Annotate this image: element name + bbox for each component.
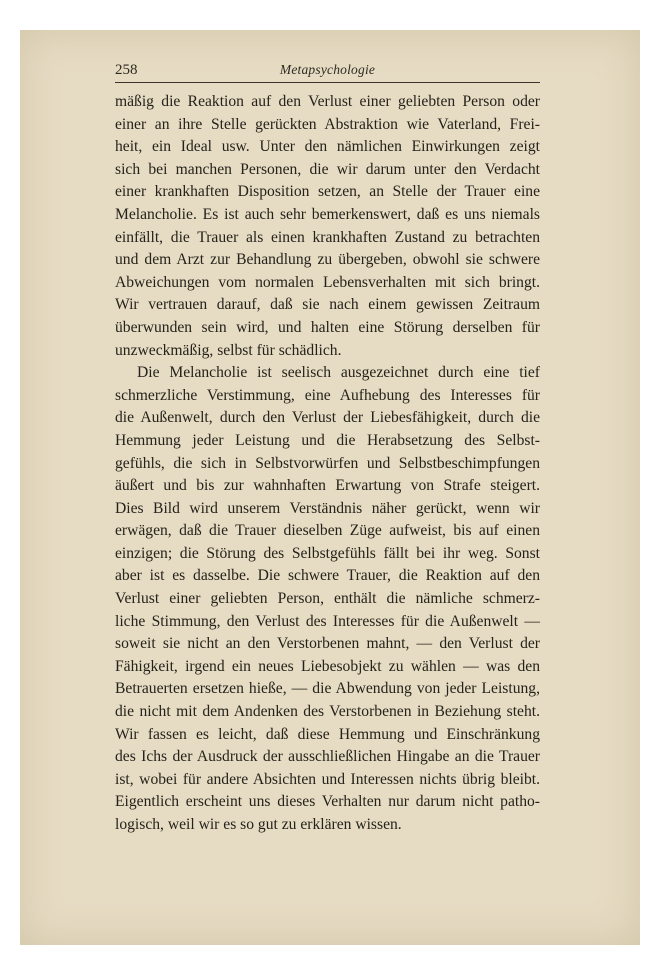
text-line: mäßig die Reaktion auf den Verlust einer geliebten Person oder xyxy=(115,93,540,110)
text-line: liche Stimmung, den Verlust des Interesses für die Außenwelt — xyxy=(115,612,540,630)
text-line: soweit sie nicht an den Verstorbenen mahnt, — den Verlust der xyxy=(115,635,540,653)
text-line: Abweichungen vom normalen Lebensverhalten mit sich bringt. xyxy=(115,273,540,291)
text-line: Verlust einer geliebten Person, enthält die nämliche schmerz- xyxy=(115,590,540,608)
text-line: ist, wobei für andere Absichten und Interessen nichts übrig bleibt. xyxy=(115,770,540,788)
text-line: unzweckmäßig, selbst für schädlich. xyxy=(115,341,342,359)
text-line: Eigentlich erscheint uns dieses Verhalten nur darum nicht patho- xyxy=(115,793,540,811)
text-line: heit, ein Ideal usw. Unter den nämlichen Einwirkungen zeigt xyxy=(115,138,540,156)
text-line: einer an ihre Stelle gerückten Abstraktion wie Vaterland, Frei- xyxy=(115,115,540,133)
text-line: Die Melancholie ist seelisch ausgezeichnet durch eine tief xyxy=(137,364,540,382)
text-line: erwägen, daß die Trauer dieselben Züge aufweist, bis auf einen xyxy=(115,522,540,540)
text-line: Wir vertrauen darauf, daß sie nach einem gewissen Zeitraum xyxy=(115,296,540,314)
text-line: Wir fassen es leicht, daß diese Hemmung und Einschränkung xyxy=(115,725,540,743)
running-header xyxy=(115,60,540,83)
text-line: Melancholie. Es ist auch sehr bemerkenswert, daß es uns niemals xyxy=(115,205,540,223)
text-line: gefühls, die sich in Selbstvorwürfen und Selbstbeschimpfungen xyxy=(115,454,540,472)
text-line: einer krankhaften Disposition setzen, an Stelle der Trauer eine xyxy=(115,183,540,201)
text-line: Dies Bild wird unserem Verständnis näher gerückt, wenn wir xyxy=(115,499,540,517)
text-line: schmerzliche Verstimmung, eine Aufhebung des Interesses für xyxy=(115,386,540,404)
page-number: 258 xyxy=(115,62,138,78)
text-line: die nicht mit dem Andenken des Verstorbenen in Beziehung steht. xyxy=(115,703,540,721)
text-line: die Außenwelt, durch den Verlust der Liebesfähigkeit, durch die xyxy=(115,409,540,427)
text-line: sich bei manchen Personen, die wir darum unter den Verdacht xyxy=(115,160,540,178)
body-text xyxy=(115,91,540,837)
text-line: logisch, weil wir es so gut zu erklären wissen. xyxy=(115,816,402,833)
text-line: aber ist es dasselbe. Die schwere Trauer, die Reaktion auf den xyxy=(115,567,540,585)
running-title: Metapsychologie xyxy=(279,62,376,77)
text-line: und dem Arzt zur Behandlung zu übergeben, obwohl sie schwere xyxy=(115,251,540,269)
text-line: des Ichs der Ausdruck der ausschließlichen Hingabe an die Trauer xyxy=(115,748,540,766)
text-line: Fähigkeit, irgend ein neues Liebesobjekt zu wählen — was den xyxy=(115,657,540,675)
text-line: einfällt, die Trauer als einen krankhaften Zustand zu betrachten xyxy=(115,228,540,246)
text-line: äußert und bis zur wahnhaften Erwartung von Strafe steigert. xyxy=(115,477,540,495)
book-page xyxy=(20,30,640,945)
text-line: Hemmung jeder Leistung und die Herabsetzung des Selbst- xyxy=(115,431,540,449)
text-line: überwunden sein wird, und halten eine Störung derselben für xyxy=(115,318,540,336)
text-line: einzigen; die Störung des Selbstgefühls fällt bei ihr weg. Sonst xyxy=(115,544,540,562)
text-line: Betrauerten ersetzen hieße, — die Abwendung von jeder Leistung, xyxy=(115,680,540,698)
